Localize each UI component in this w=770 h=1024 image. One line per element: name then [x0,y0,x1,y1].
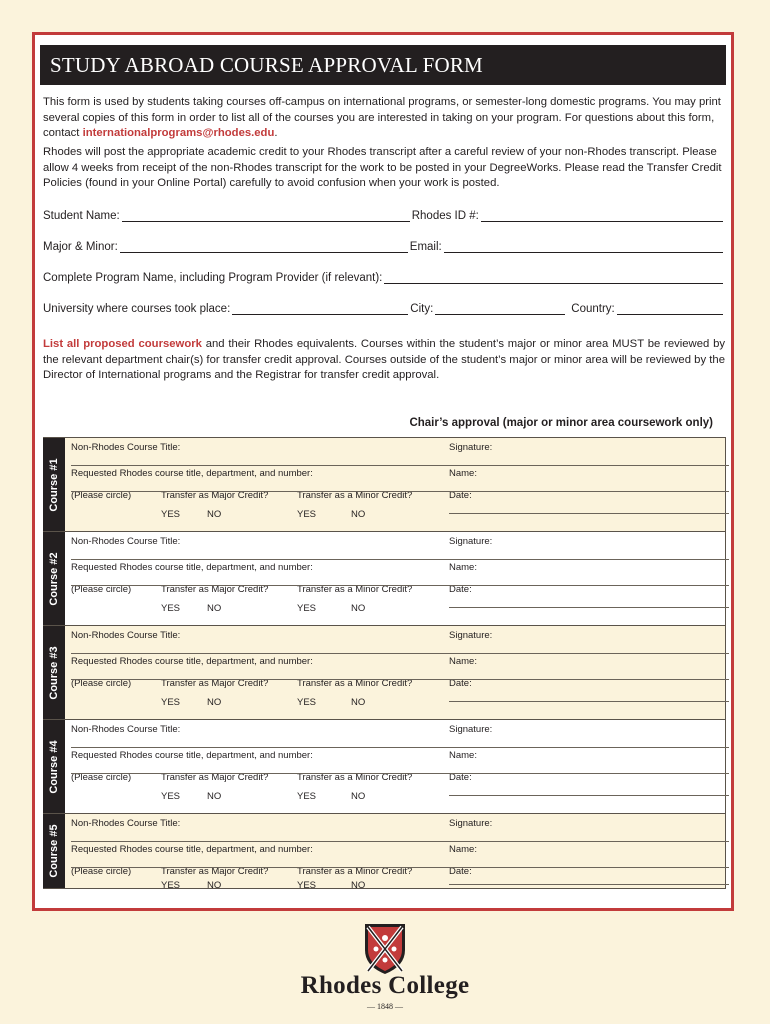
date-label: Date: [449,584,472,595]
major-yes-option[interactable]: YES [161,509,181,520]
course-block [43,719,726,813]
email-label: Email: [409,241,442,253]
rhodes-id-field[interactable] [481,209,723,222]
please-circle-label: (Please circle) [71,584,132,595]
minor-credit-label: Transfer as a Minor Credit? [297,866,413,877]
intro-end: . [274,127,278,140]
minor-yes-option[interactable]: YES [297,509,317,520]
minor-no-option[interactable]: NO [351,509,366,520]
name-label: Name: [449,656,477,667]
row-program-name [43,268,725,284]
entry-line[interactable] [71,841,471,842]
non-rhodes-title-label: Non-Rhodes Course Title: [71,630,181,641]
requested-course-label: Requested Rhodes course title, department, and number: [71,750,313,761]
shield-icon [280,920,490,976]
entry-line[interactable] [71,747,471,748]
entry-line[interactable] [449,559,729,560]
country-field[interactable] [617,302,723,315]
name-label: Name: [449,562,477,573]
course-tab-label: Course #3 [48,645,60,700]
course-tab [43,626,65,719]
logo-wordmark: Rhodes College [300,972,470,999]
program-name-label: Complete Program Name, including Program Provider (if relevant): [43,272,383,284]
minor-no-option[interactable]: NO [351,697,366,708]
coursework-lead: List all proposed coursework [43,338,202,350]
major-credit-label: Transfer as Major Credit? [161,772,269,783]
entry-line[interactable] [449,513,729,514]
date-label: Date: [449,490,472,501]
chair-approval-heading: Chair’s approval (major or minor area coursework only) [409,417,713,429]
course-tab [43,814,65,888]
credit-paragraph: Rhodes will post the appropriate academic credit to your Rhodes transcript after a careful review of your non-Rhodes transcript. Please allow 4 weeks from receipt of the non-Rhodes transcript for the work to be posted in your DegreeWorks. Please read the Transfer Credit Policies (found in your Online Portal) carefully to avoid confusion when your work is posted. [43,146,722,190]
minor-no-option[interactable]: NO [351,880,366,891]
row-student-name [43,206,725,222]
requested-course-label: Requested Rhodes course title, department, and number: [71,562,313,573]
entry-line[interactable] [449,679,729,680]
rhodes-logo [280,920,490,1016]
entry-line[interactable] [449,867,729,868]
minor-yes-option[interactable]: YES [297,697,317,708]
course-tab-label: Course #1 [48,457,60,512]
course-tab-label: Course #4 [48,739,60,794]
date-label: Date: [449,772,472,783]
student-name-field[interactable] [122,209,410,222]
course-block [43,625,726,719]
name-label: Name: [449,844,477,855]
entry-line[interactable] [71,679,471,680]
signature-label: Signature: [449,442,493,453]
city-label: City: [410,303,434,315]
intro-text: This form is used by students taking courses off-campus on international programs, or semester-long domestic programs. You may print several copies of this form in order to list all of the courses you are interested in taking on your program. For questions about this form, contact [43,96,721,140]
entry-line[interactable] [71,465,471,466]
entry-line[interactable] [71,867,471,868]
major-no-option[interactable]: NO [207,509,222,520]
country-label: Country: [571,303,615,315]
minor-credit-label: Transfer as a Minor Credit? [297,678,413,689]
row-university [43,299,725,315]
major-credit-label: Transfer as Major Credit? [161,584,269,595]
course-tab [43,532,65,625]
entry-line[interactable] [449,795,729,796]
form-frame [32,32,734,911]
row-major-minor [43,237,725,253]
signature-label: Signature: [449,724,493,735]
entry-line[interactable] [71,491,471,492]
email-field[interactable] [444,240,723,253]
non-rhodes-title-label: Non-Rhodes Course Title: [71,442,181,453]
requested-course-label: Requested Rhodes course title, department, and number: [71,656,313,667]
major-yes-option[interactable]: YES [161,880,181,891]
entry-line[interactable] [71,559,471,560]
course-tab-label: Course #2 [48,551,60,606]
course-tab [43,438,65,531]
non-rhodes-title-label: Non-Rhodes Course Title: [71,536,181,547]
major-yes-option[interactable]: YES [161,603,181,614]
major-credit-label: Transfer as Major Credit? [161,866,269,877]
minor-credit-label: Transfer as a Minor Credit? [297,584,413,595]
university-field[interactable] [232,302,408,315]
entry-line[interactable] [449,465,729,466]
name-label: Name: [449,468,477,479]
university-label: University where courses took place: [43,303,231,315]
please-circle-label: (Please circle) [71,866,132,877]
entry-line[interactable] [71,585,471,586]
minor-credit-label: Transfer as a Minor Credit? [297,490,413,501]
coursework-text: and their Rhodes equivalents. Courses within the student’s major or minor area MUST be reviewed by the relevant department chair(s) for transfer credit approval. Courses outside of the student’s major or minor area will be reviewed by the Director of International programs and the Registrar for transfer credit approval. [43,338,725,382]
coursework-paragraph [43,337,725,384]
program-name-field[interactable] [384,271,723,284]
entry-line[interactable] [449,841,729,842]
entry-line[interactable] [449,585,729,586]
date-label: Date: [449,866,472,877]
non-rhodes-title-label: Non-Rhodes Course Title: [71,818,181,829]
date-label: Date: [449,678,472,689]
major-minor-label: Major & Minor: [43,241,118,253]
contact-email-link[interactable]: internationalprograms@rhodes.edu [82,127,275,140]
major-credit-label: Transfer as Major Credit? [161,678,269,689]
requested-course-label: Requested Rhodes course title, department, and number: [71,468,313,479]
minor-yes-option[interactable]: YES [297,603,317,614]
major-credit-label: Transfer as Major Credit? [161,490,269,501]
student-name-label: Student Name: [43,210,120,222]
please-circle-label: (Please circle) [71,678,132,689]
requested-course-label: Requested Rhodes course title, department, and number: [71,844,313,855]
signature-label: Signature: [449,630,493,641]
course-tab-label: Course #5 [48,824,60,878]
major-no-option[interactable]: NO [207,791,222,802]
minor-no-option[interactable]: NO [351,603,366,614]
course-block [43,813,726,889]
major-yes-option[interactable]: YES [161,791,181,802]
logo-year: — 1848 — [367,1002,403,1011]
signature-label: Signature: [449,818,493,829]
minor-no-option[interactable]: NO [351,791,366,802]
entry-line[interactable] [449,653,729,654]
entry-line[interactable] [71,653,471,654]
please-circle-label: (Please circle) [71,490,132,501]
rhodes-id-label: Rhodes ID #: [411,210,479,222]
minor-yes-option[interactable]: YES [297,791,317,802]
course-block [43,531,726,625]
major-no-option[interactable]: NO [207,603,222,614]
signature-label: Signature: [449,536,493,547]
entry-line[interactable] [449,747,729,748]
entry-line[interactable] [449,607,729,608]
course-block [43,437,726,531]
city-field[interactable] [435,302,565,315]
major-no-option[interactable]: NO [207,880,222,891]
minor-yes-option[interactable]: YES [297,880,317,891]
form-title: STUDY ABROAD COURSE APPROVAL FORM [40,45,726,85]
entry-line[interactable] [449,701,729,702]
please-circle-label: (Please circle) [71,772,132,783]
name-label: Name: [449,750,477,761]
intro-paragraph [43,95,725,142]
major-no-option[interactable]: NO [207,697,222,708]
entry-line[interactable] [449,491,729,492]
major-minor-field[interactable] [120,240,408,253]
entry-line[interactable] [71,773,471,774]
major-yes-option[interactable]: YES [161,697,181,708]
entry-line[interactable] [449,884,729,885]
course-tab [43,720,65,813]
minor-credit-label: Transfer as a Minor Credit? [297,772,413,783]
non-rhodes-title-label: Non-Rhodes Course Title: [71,724,181,735]
entry-line[interactable] [449,773,729,774]
